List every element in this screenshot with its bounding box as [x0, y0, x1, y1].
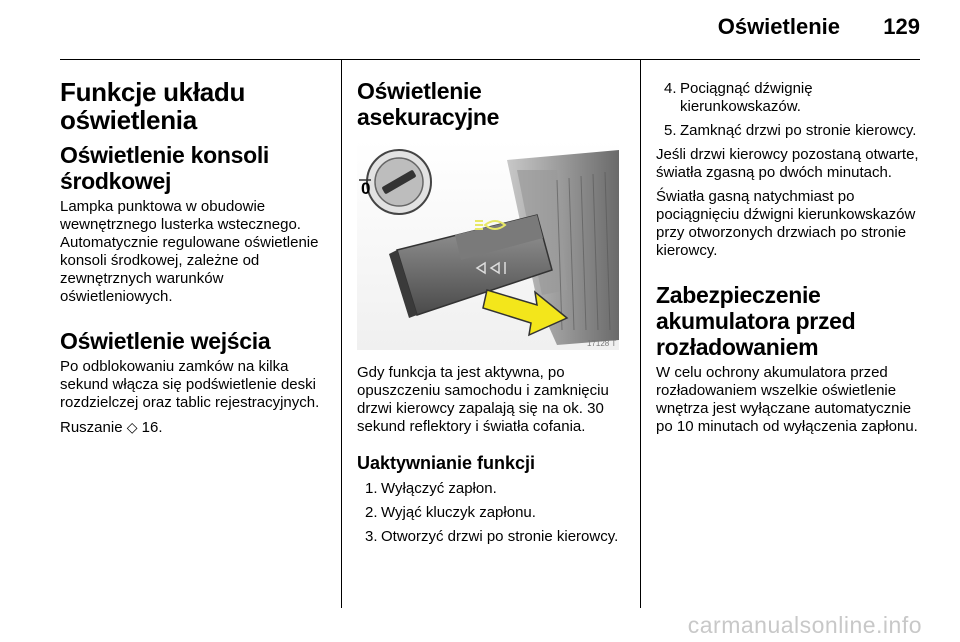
column-divider-left: [341, 60, 342, 608]
safety-lighting-text: Gdy funkcja ta jest aktywna, po opuszczeniu samochodu i zamknięciu drzwi kierowcy zapalają się na ok. 30 sekund reflektory i światła cofania.: [357, 364, 609, 435]
page-header: [0, 0, 960, 60]
list-item: [357, 528, 627, 546]
column-divider-right: [640, 60, 641, 608]
step-number: 2.: [365, 504, 378, 521]
lever-illustration-svg: [357, 140, 619, 350]
reference-arrow-icon: ◇: [126, 419, 138, 435]
cross-reference[interactable]: [60, 418, 328, 437]
battery-protection-text: W celu ochrony akumulatora przed rozładowaniem wszelkie oświetlenie wnętrza jest wyłączane automatycznie po 10 minutach od wyłączenia zapłonu.: [656, 364, 918, 435]
header-title: Oświetlenie: [717, 14, 840, 39]
section-title-entry-light: Oświetlenie wejścia: [60, 328, 271, 354]
step-text: Pociągnąć dźwignię kierunkowskazów.: [680, 80, 813, 115]
step-number: 4.: [664, 80, 677, 97]
main-heading: Funkcje układu oświetlenia: [60, 77, 246, 135]
step-number: 1.: [365, 480, 378, 497]
activation-steps-continued: [656, 80, 926, 140]
list-item: [656, 122, 926, 140]
step-text: Wyłączyć zapłon.: [381, 480, 497, 497]
column-right: [656, 60, 926, 436]
step-text: Wyjąć kluczyk zapłonu.: [381, 504, 536, 521]
list-item: [357, 480, 627, 498]
turn-signal-lever-illustration: [357, 140, 619, 350]
column-middle: [357, 60, 627, 546]
ignition-position-label: 0: [361, 179, 371, 198]
activation-heading: Uaktywnianie funkcji: [357, 453, 536, 473]
cross-reference-label: Ruszanie: [60, 419, 123, 436]
watermark: carmanualsonline.info: [687, 612, 922, 638]
cross-reference-page: 16.: [141, 419, 163, 436]
step-number: 3.: [365, 528, 378, 545]
list-item: [357, 504, 627, 522]
section-title-safety-lighting: Oświetlenie asekuracyjne: [357, 78, 500, 130]
lights-off-text: Światła gasną natychmiast po pociągnięciu dźwigni kierunkowskazów przy otworzonych drzwiach po stronie kierowcy.: [656, 188, 916, 259]
console-light-text: Lampka punktowa w obudowie wewnętrznego lusterka wstecznego. Automatycznie regulowane oświetlenie konsoli środkowej, zależne od zewnętrznych warunków oświetleniowych.: [60, 198, 319, 305]
step-number: 5.: [664, 122, 677, 139]
step-text: Zamknąć drzwi po stronie kierowcy.: [680, 122, 917, 139]
list-item: [656, 80, 926, 116]
section-title-console-light: Oświetlenie konsoli środkowej: [60, 142, 270, 194]
door-open-text: Jeśli drzwi kierowcy pozostaną otwarte, światła zgasną po dwóch minutach.: [656, 146, 919, 181]
section-title-battery-protection: Zabezpieczenie akumulatora przed rozładowaniem: [656, 282, 856, 360]
page-number: 129: [883, 14, 920, 39]
figure-code: 17128 T: [587, 339, 617, 348]
column-left: [60, 60, 328, 437]
entry-light-text: Po odblokowaniu zamków na kilka sekund włącza się podświetlenie deski rozdzielczej oraz tablic rejestracyjnych.: [60, 358, 320, 411]
activation-steps: [357, 480, 627, 546]
step-text: Otworzyć drzwi po stronie kierowcy.: [381, 528, 619, 545]
